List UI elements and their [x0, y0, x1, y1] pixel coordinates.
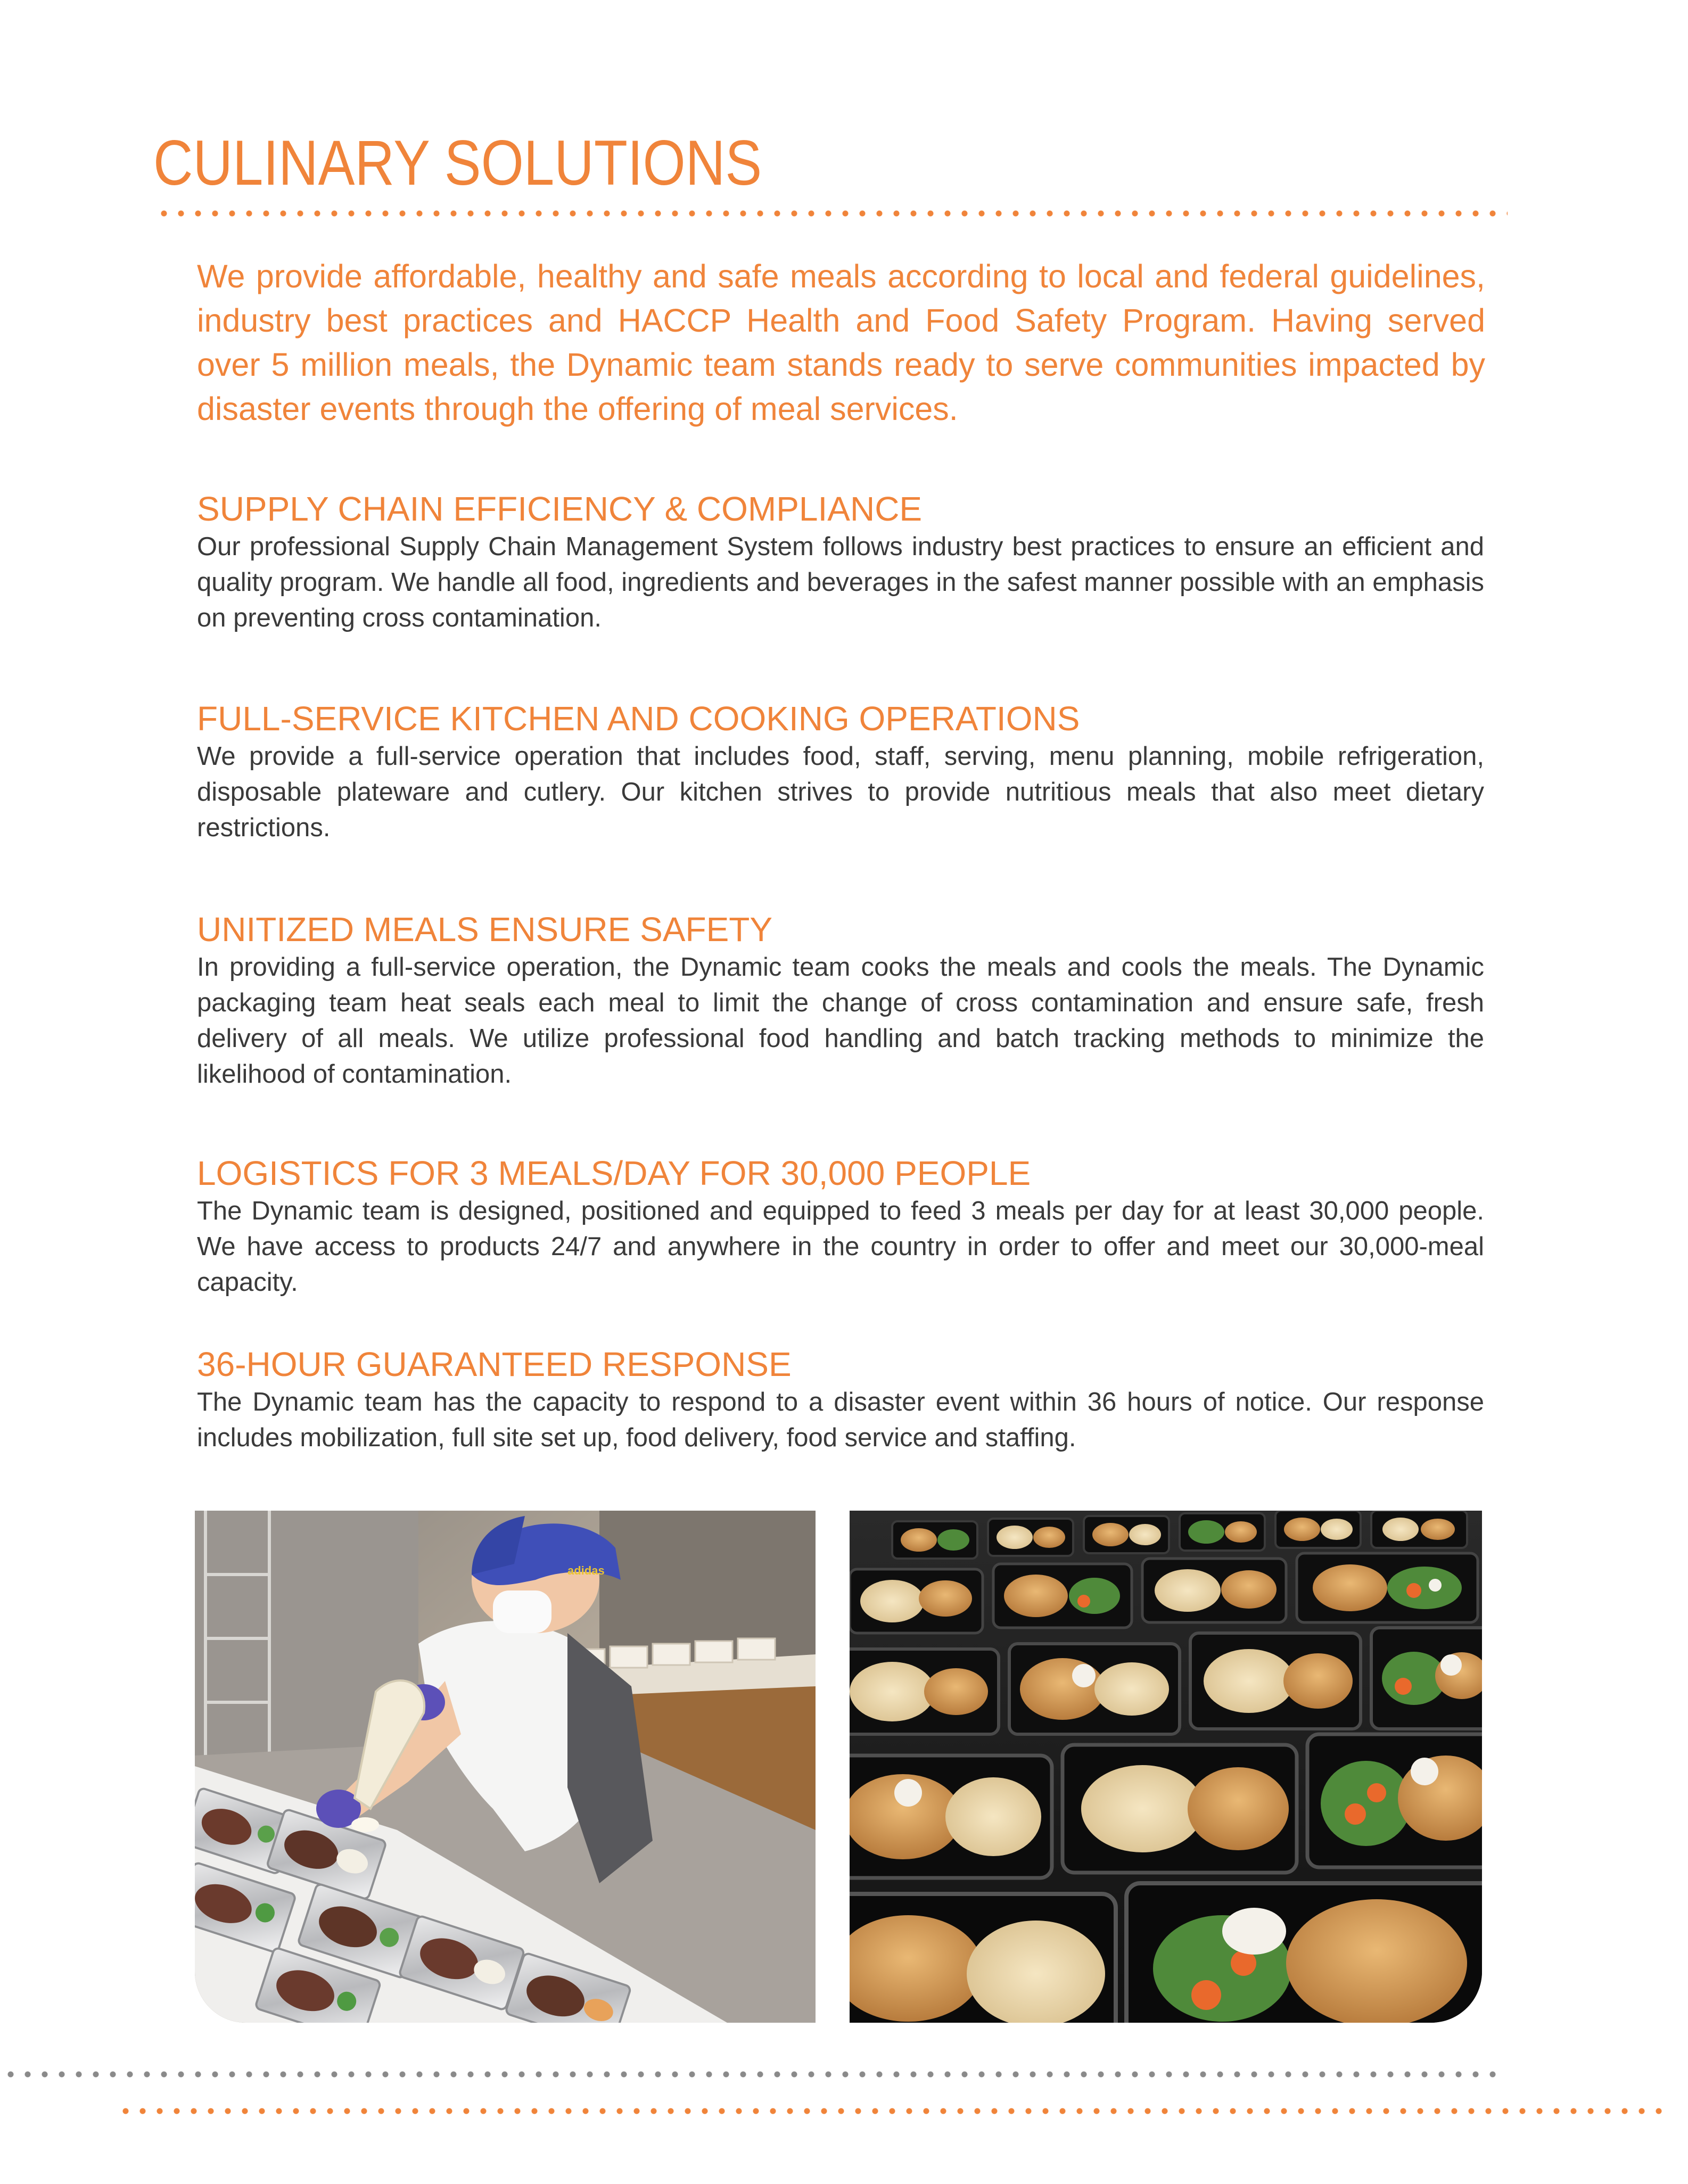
section-body: Our professional Supply Chain Management System follows industry best practices to ensure an efficient and quality program. We handle all food, ingredients and beverages in the safest manner possible with an emphasis on preventing cross contamination. [197, 532, 1484, 632]
section-heading: LOGISTICS FOR 3 MEALS/DAY FOR 30,000 PEOPLE [197, 1154, 1031, 1192]
section-heading: SUPPLY CHAIN EFFICIENCY & COMPLIANCE [197, 490, 923, 528]
cap-brand-logo: adidas [567, 1564, 605, 1577]
section-kitchen-operations [197, 698, 1484, 846]
page-title: CULINARY SOLUTIONS [153, 127, 762, 199]
meal-containers-illustration [850, 1511, 1482, 2023]
section-body: The Dynamic team has the capacity to respond to a disaster event within 36 hours of notice. Our response includes mobilization, full site set up, food delivery, food service and staffing. [197, 1388, 1484, 1452]
photo-chef-plating-meals [195, 1511, 816, 2023]
section-supply-chain [197, 489, 1484, 636]
title-dotted-divider [155, 209, 1508, 218]
footer-dotted-divider-gray [2, 2070, 1498, 2079]
intro-paragraph: We provide affordable, healthy and safe meals according to local and federal guidelines, industry best practices and HACCP Health and Food Safety Program. Having served over 5 million meals, the Dynamic team stands ready to serve communities impacted by disaster events through the offering of meal services. [197, 258, 1485, 427]
section-heading: UNITIZED MEALS ENSURE SAFETY [197, 910, 773, 949]
section-guaranteed-response [197, 1344, 1484, 1456]
section-body: We provide a full-service operation that includes food, staff, serving, menu planning, mobile refrigeration, disposable plateware and cutlery. Our kitchen strives to provide nutritious meals that also meet dietary restrictions. [197, 742, 1484, 842]
chef-plating-illustration [195, 1511, 816, 2023]
section-unitized-meals [197, 909, 1484, 1092]
section-heading: 36-HOUR GUARANTEED RESPONSE [197, 1345, 792, 1383]
section-body: The Dynamic team is designed, positioned and equipped to feed 3 meals per day for at least 30,000 people. We have access to products 24/7 and anywhere in the country in order to offer and meet our 30,000-meal capacity. [197, 1197, 1484, 1297]
section-logistics [197, 1153, 1484, 1300]
section-body: In providing a full-service operation, the Dynamic team cooks the meals and cools the meals. The Dynamic packaging team heat seals each meal to limit the change of cross contamination and ensure safe, fresh delivery of all meals. We utilize professional food handling and batch tracking methods to minimize the likelihood of contamination. [197, 953, 1484, 1089]
photo-meal-containers [850, 1511, 1482, 2023]
footer-dotted-divider-orange [117, 2107, 1671, 2115]
section-heading: FULL-SERVICE KITCHEN AND COOKING OPERATIONS [197, 699, 1080, 738]
